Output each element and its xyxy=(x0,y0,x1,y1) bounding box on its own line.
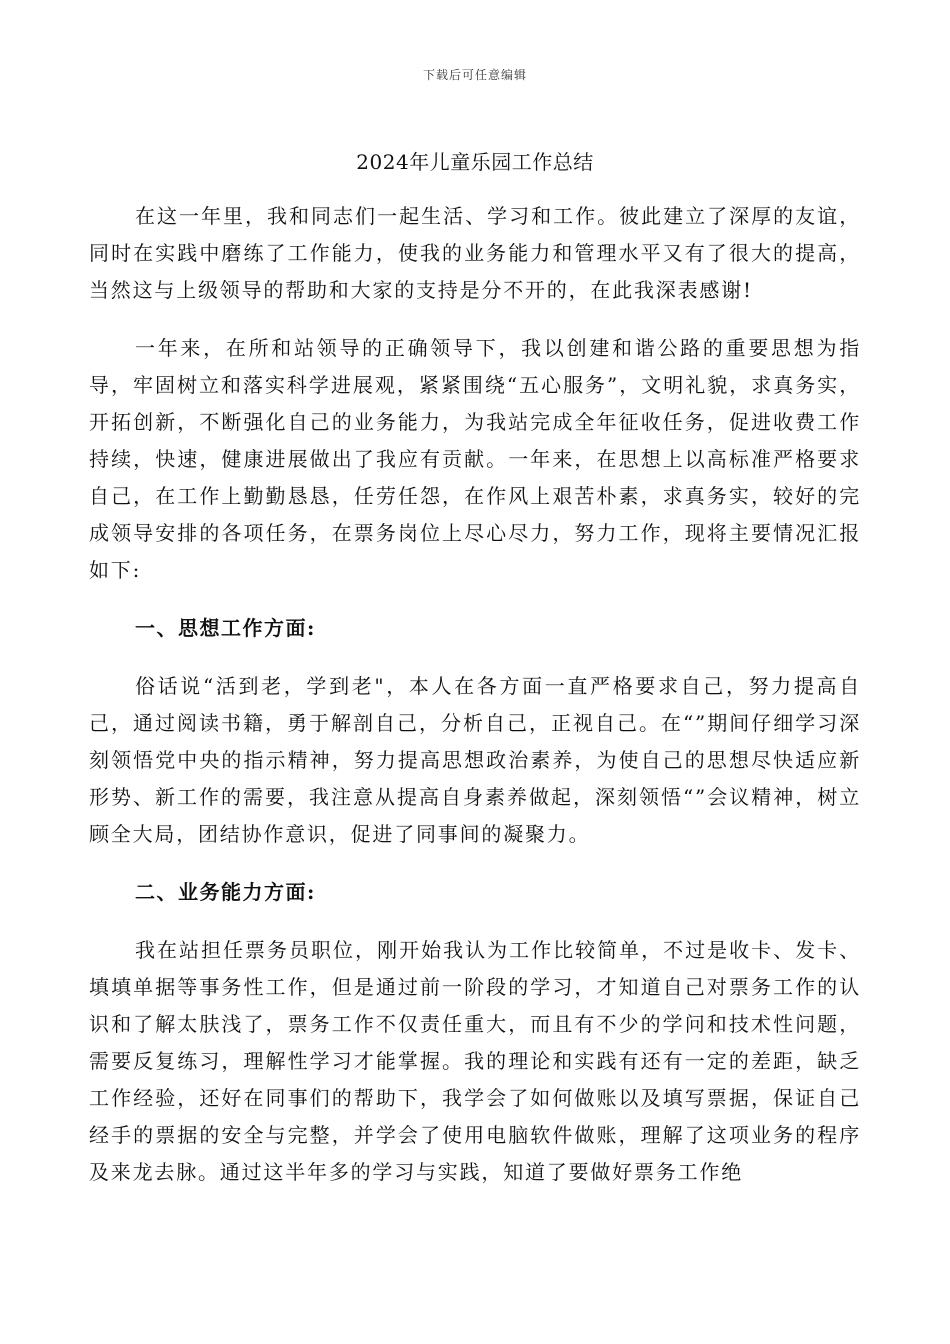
paragraph-gap xyxy=(89,647,861,668)
header-note: 下载后可任意编辑 xyxy=(422,68,527,82)
paragraph-gap xyxy=(89,853,861,874)
section-heading-1: 一、思想工作方面: xyxy=(135,616,316,640)
paragraph-intro-1: 在这一年里，我和同志们一起生活、学习和工作。彼此建立了深厚的友谊，同时在实践中磨练了工作能力，使我的业务能力和管理水平又有了很大的提高，当然这与上级领导的帮助和大家的支持是分不开的，在此我深表感谢! xyxy=(89,204,861,302)
section-heading-2: 二、业务能力方面: xyxy=(135,880,316,904)
paragraph-section-2: 我在站担任票务员职位，刚开始我认为工作比较简单，不过是收卡、发卡、填填单据等事务性工作，但是通过前一阶段的学习，才知道自己对票务工作的认识和了解太肤浅了，票务工作不仅责任重大，而且有不少的学问和技术性问题，需要反复练习，理解性学习才能掌握。我的理论和实践有还有一定的差距，缺乏工作经验，还好在同事们的帮助下，我学会了如何做账以及填写票据，保证自己经手的票据的安全与完整，并学会了使用电脑软件做账，理解了这项业务的程序及来龙去脉。通过这半年多的学习与实践，知道了要做好票务工作绝 xyxy=(89,938,861,1184)
paragraph-intro-2: 一年来，在所和站领导的正确领导下，我以创建和谐公路的重要思想为指导，牢固树立和落实科学进展观，紧紧围绕“五心服务”，文明礼貌，求真务实，开拓创新，不断强化自己的业务能力，为我站完成全年征收任务，促进收费工作持续，快速，健康进展做出了我应有贡献。一年来，在思想上以高标准严格要求自己，在工作上勤勤恳恳，任劳任怨，在作风上艰苦朴素，求真务实，较好的完成领导安排的各项任务，在票务岗位上尽心尽力，努力工作，现将主要情况汇报如下: xyxy=(89,336,861,582)
paragraph-gap xyxy=(89,309,861,330)
document-body xyxy=(89,198,861,1191)
paragraph-gap xyxy=(89,911,861,932)
paragraph-section-1: 俗话说“活到老，学到老"，本人在各方面一直严格要求自己，努力提高自己，通过阅读书籍，勇于解剖自己，分析自己，正视自己。在“”期间仔细学习深刻领悟党中央的指示精神，努力提高思想政治素养，为使自己的思想尽快适应新形势、新工作的需要，我注意从提高自身素养做起，深刻领悟“”会议精神，树立顾全大局，团结协作意识，促进了同事间的凝聚力。 xyxy=(89,674,861,846)
document-title: 2024年儿童乐园工作总结 xyxy=(356,150,594,174)
paragraph-gap xyxy=(89,589,861,610)
